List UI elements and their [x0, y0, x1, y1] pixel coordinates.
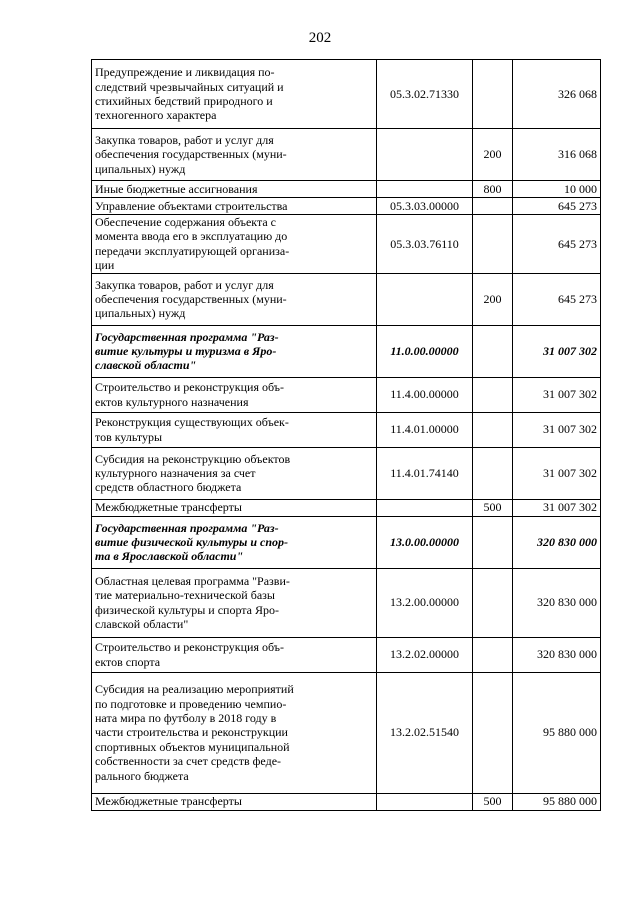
- expense-type-cell: 200: [473, 129, 513, 181]
- code-cell: 05.3.03.00000: [377, 198, 473, 215]
- code-cell: 13.2.02.51540: [377, 672, 473, 793]
- name-cell: Строительство и реконструкция объ- ектов спорта: [92, 637, 377, 672]
- code-cell: 13.2.00.00000: [377, 568, 473, 637]
- expense-type-cell: [473, 325, 513, 377]
- expense-type-cell: [473, 198, 513, 215]
- expense-type-cell: 800: [473, 181, 513, 198]
- code-cell: [377, 129, 473, 181]
- name-cell: Межбюджетные трансферты: [92, 499, 377, 516]
- expense-type-cell: [473, 672, 513, 793]
- name-cell: Иные бюджетные ассигнования: [92, 181, 377, 198]
- table-row: [92, 447, 601, 499]
- name-cell: Государственная программа "Раз- витие культуры и туризма в Яро- славской области": [92, 325, 377, 377]
- code-cell: 13.0.00.00000: [377, 516, 473, 568]
- code-cell: 11.0.00.00000: [377, 325, 473, 377]
- program-row: [92, 516, 601, 568]
- page-number: 202: [308, 30, 332, 46]
- table-row: [92, 198, 601, 215]
- expense-type-cell: [473, 516, 513, 568]
- table-row: [92, 672, 601, 793]
- name-cell: Закупка товаров, работ и услуг для обеспечения государственных (муни- ципальных) нужд: [92, 129, 377, 181]
- expense-type-cell: 500: [473, 499, 513, 516]
- code-cell: 05.3.03.76110: [377, 215, 473, 274]
- code-cell: 11.4.00.00000: [377, 377, 473, 412]
- table-row: [92, 568, 601, 637]
- budget-table: [91, 59, 601, 811]
- expense-type-cell: 200: [473, 273, 513, 325]
- name-cell: Закупка товаров, работ и услуг для обеспечения государственных (муни- ципальных) нужд: [92, 273, 377, 325]
- budget-table-body: [92, 60, 601, 811]
- amount-cell: 645 273: [513, 273, 601, 325]
- table-row: [92, 273, 601, 325]
- program-row: [92, 325, 601, 377]
- table-row: [92, 60, 601, 129]
- amount-cell: 95 880 000: [513, 793, 601, 810]
- expense-type-cell: [473, 412, 513, 447]
- expense-type-cell: [473, 60, 513, 129]
- amount-cell: 31 007 302: [513, 377, 601, 412]
- amount-cell: 320 830 000: [513, 637, 601, 672]
- amount-cell: 320 830 000: [513, 568, 601, 637]
- expense-type-cell: [473, 215, 513, 274]
- name-cell: Областная целевая программа "Разви- тие материально-технической базы физической культуры и спорта Яро- славской области": [92, 568, 377, 637]
- name-cell: Субсидия на реализацию мероприятий по подготовке и проведению чемпио- ната мира по футболу в 2018 году в части строительства и реконструкции спортивных объектов муниципальной собственности за счет средств феде- рального бюджета: [92, 672, 377, 793]
- expense-type-cell: [473, 377, 513, 412]
- name-cell: Субсидия на реконструкцию объектов культурного назначения за счет средств областного бюджета: [92, 447, 377, 499]
- amount-cell: 31 007 302: [513, 499, 601, 516]
- name-cell: Предупреждение и ликвидация по- следствий чрезвычайных ситуаций и стихийных бедствий природного и техногенного характера: [92, 60, 377, 129]
- amount-cell: 31 007 302: [513, 325, 601, 377]
- code-cell: 05.3.02.71330: [377, 60, 473, 129]
- amount-cell: 326 068: [513, 60, 601, 129]
- expense-type-cell: [473, 637, 513, 672]
- expense-type-cell: 500: [473, 793, 513, 810]
- name-cell: Межбюджетные трансферты: [92, 793, 377, 810]
- table-row: [92, 412, 601, 447]
- amount-cell: 31 007 302: [513, 447, 601, 499]
- expense-type-cell: [473, 447, 513, 499]
- amount-cell: 10 000: [513, 181, 601, 198]
- table-row: [92, 129, 601, 181]
- amount-cell: 316 068: [513, 129, 601, 181]
- table-row: [92, 181, 601, 198]
- code-cell: [377, 273, 473, 325]
- code-cell: [377, 793, 473, 810]
- name-cell: Обеспечение содержания объекта с момента ввода его в эксплуатацию до передачи эксплуатирующей организа- ции: [92, 215, 377, 274]
- table-row: [92, 499, 601, 516]
- code-cell: [377, 181, 473, 198]
- amount-cell: 31 007 302: [513, 412, 601, 447]
- code-cell: 11.4.01.74140: [377, 447, 473, 499]
- name-cell: Государственная программа "Раз- витие физической культуры и спор- та в Ярославской области": [92, 516, 377, 568]
- amount-cell: 645 273: [513, 215, 601, 274]
- name-cell: Управление объектами строительства: [92, 198, 377, 215]
- amount-cell: 645 273: [513, 198, 601, 215]
- table-row: [92, 215, 601, 274]
- code-cell: 11.4.01.00000: [377, 412, 473, 447]
- expense-type-cell: [473, 568, 513, 637]
- table-row: [92, 637, 601, 672]
- name-cell: Реконструкция существующих объек- тов культуры: [92, 412, 377, 447]
- code-cell: 13.2.02.00000: [377, 637, 473, 672]
- code-cell: [377, 499, 473, 516]
- amount-cell: 320 830 000: [513, 516, 601, 568]
- name-cell: Строительство и реконструкция объ- ектов культурного назначения: [92, 377, 377, 412]
- amount-cell: 95 880 000: [513, 672, 601, 793]
- table-row: [92, 793, 601, 810]
- table-row: [92, 377, 601, 412]
